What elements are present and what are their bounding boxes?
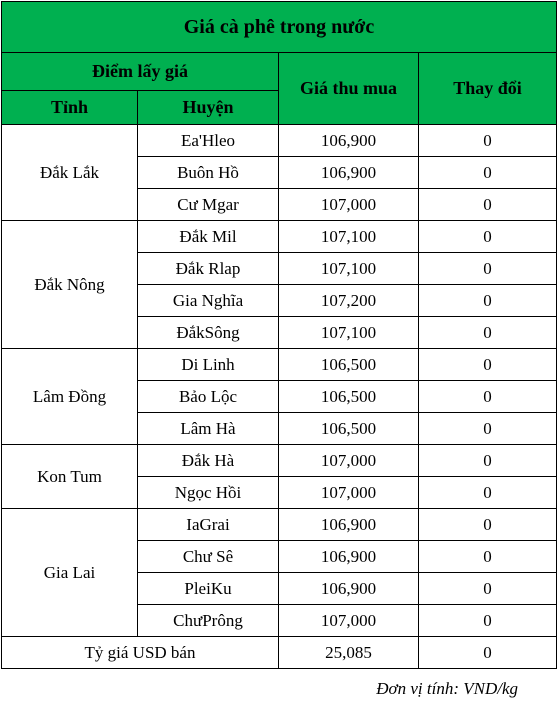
price-cell: 106,500 [279,413,419,445]
price-cell: 106,900 [279,541,419,573]
change-cell: 0 [419,509,557,541]
price-cell: 106,500 [279,381,419,413]
table-title: Giá cà phê trong nước [2,2,557,53]
change-cell: 0 [419,381,557,413]
table-row [2,509,557,541]
district-cell: Chư Sê [138,541,279,573]
district-cell: Buôn Hồ [138,157,279,189]
header-price: Giá thu mua [279,53,419,125]
header-change: Thay đổi [419,53,557,125]
district-cell: Đắk Rlap [138,253,279,285]
province-cell: Đắk Lắk [2,125,138,221]
change-cell: 0 [419,605,557,637]
district-cell: Đắk Mil [138,221,279,253]
exchange-rate-row [2,637,557,669]
price-cell: 107,100 [279,221,419,253]
price-cell: 107,100 [279,253,419,285]
price-cell: 107,000 [279,477,419,509]
price-cell: 107,000 [279,445,419,477]
header-district: Huyện [138,91,279,125]
district-cell: Cư Mgar [138,189,279,221]
table-row [2,349,557,381]
price-cell: 106,900 [279,157,419,189]
exchange-rate-change: 0 [419,637,557,669]
change-cell: 0 [419,573,557,605]
price-cell: 107,000 [279,189,419,221]
province-cell: Gia Lai [2,509,138,637]
price-cell: 106,900 [279,509,419,541]
price-cell: 106,900 [279,125,419,157]
change-cell: 0 [419,157,557,189]
district-cell: Bảo Lộc [138,381,279,413]
district-cell: Ngọc Hồi [138,477,279,509]
change-cell: 0 [419,413,557,445]
change-cell: 0 [419,285,557,317]
province-cell: Đắk Nông [2,221,138,349]
exchange-rate-value: 25,085 [279,637,419,669]
change-cell: 0 [419,125,557,157]
district-cell: IaGrai [138,509,279,541]
district-cell: Di Linh [138,349,279,381]
price-cell: 106,500 [279,349,419,381]
change-cell: 0 [419,253,557,285]
price-cell: 107,100 [279,317,419,349]
table-row [2,221,557,253]
header-province: Tỉnh [2,91,138,125]
price-cell: 107,000 [279,605,419,637]
change-cell: 0 [419,189,557,221]
unit-note: Đơn vị tính: VND/kg [376,679,518,698]
table-row [2,125,557,157]
district-cell: Lâm Hà [138,413,279,445]
table-row [2,445,557,477]
province-cell: Kon Tum [2,445,138,509]
price-cell: 107,200 [279,285,419,317]
exchange-rate-label: Tỷ giá USD bán [2,637,279,669]
district-cell: PleiKu [138,573,279,605]
district-cell: Gia Nghĩa [138,285,279,317]
change-cell: 0 [419,541,557,573]
change-cell: 0 [419,221,557,253]
district-cell: Đắk Hà [138,445,279,477]
change-cell: 0 [419,317,557,349]
district-cell: ChưPrông [138,605,279,637]
price-cell: 106,900 [279,573,419,605]
district-cell: Ea'Hleo [138,125,279,157]
change-cell: 0 [419,349,557,381]
change-cell: 0 [419,445,557,477]
district-cell: ĐắkSông [138,317,279,349]
change-cell: 0 [419,477,557,509]
province-cell: Lâm Đồng [2,349,138,445]
coffee-price-table [1,1,557,669]
header-pickup-point: Điểm lấy giá [2,53,279,91]
